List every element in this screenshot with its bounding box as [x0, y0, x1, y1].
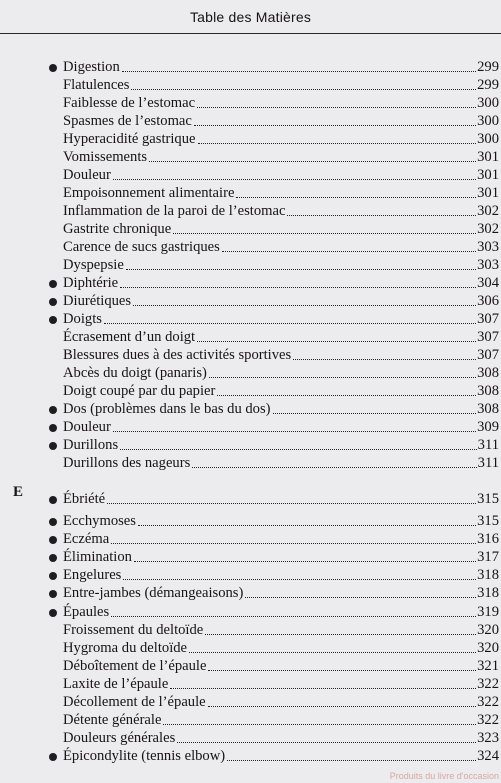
- bullet-icon: [49, 536, 57, 544]
- toc-entry-page: 302: [477, 221, 499, 237]
- toc-entry-page: 307: [477, 311, 499, 327]
- bullet-icon: [49, 572, 57, 580]
- toc-entry: [63, 382, 499, 400]
- dot-leader: [273, 413, 477, 414]
- toc-entry-label: Déboîtement de l’épaule: [63, 658, 207, 674]
- toc-entry: [63, 584, 499, 602]
- toc-entry: [63, 94, 499, 112]
- dot-leader: [209, 377, 476, 378]
- toc-entry-page: 322: [477, 694, 499, 710]
- toc-entry-label: Épicondylite (tennis elbow): [63, 748, 226, 764]
- dot-leader: [208, 670, 476, 671]
- toc-entry: [63, 512, 499, 530]
- toc-entry-page: 311: [477, 437, 499, 453]
- toc-entry-page: 300: [477, 131, 499, 147]
- toc-entry-page: 318: [477, 567, 499, 583]
- dot-leader: [198, 143, 477, 144]
- dot-leader: [163, 724, 476, 725]
- toc-entry: [63, 184, 499, 202]
- toc-entry: [63, 310, 499, 328]
- dot-leader: [111, 616, 476, 617]
- toc-entry: [63, 76, 499, 94]
- toc-entry: [63, 747, 499, 765]
- toc-entry-page: 320: [477, 622, 499, 638]
- toc-entry: [63, 639, 499, 657]
- dot-leader: [149, 161, 476, 162]
- dot-leader: [131, 89, 476, 90]
- toc-entry-page: 324: [477, 748, 499, 764]
- toc-entry-label: Dyspepsie: [63, 257, 124, 273]
- dot-leader: [217, 395, 476, 396]
- toc-entry: [63, 566, 499, 584]
- toc-entry: [63, 729, 499, 747]
- toc-entry-label: Gastrite chronique: [63, 221, 172, 237]
- toc-entry-label: Spasmes de l’estomac: [63, 113, 192, 129]
- toc-entry-page: 300: [477, 113, 499, 129]
- dot-leader: [113, 431, 476, 432]
- dot-leader: [293, 359, 476, 360]
- toc-entry: [63, 256, 499, 274]
- bullet-icon: [49, 590, 57, 598]
- toc-entry-page: 303: [477, 239, 499, 255]
- toc-entry: [63, 238, 499, 256]
- toc-entry-label: Douleur: [63, 419, 111, 435]
- toc-entry-page: 317: [477, 549, 499, 565]
- toc-entry-page: 320: [477, 640, 499, 656]
- toc-entry-label: Faiblesse de l’estomac: [63, 95, 196, 111]
- dot-leader: [177, 742, 476, 743]
- bullet-icon: [49, 753, 57, 761]
- toc-entry-label: Vomissements: [63, 149, 148, 165]
- toc-entry: [63, 621, 499, 639]
- toc-entry-page: 302: [477, 203, 499, 219]
- toc-entry-label: Hygroma du deltoïde: [63, 640, 188, 656]
- toc-entry-label: Eczéma: [63, 531, 110, 547]
- toc-entry: [63, 548, 499, 566]
- bullet-icon: [49, 406, 57, 414]
- toc-entry-page: 323: [477, 730, 499, 746]
- dot-leader: [122, 71, 476, 72]
- toc-entry: [63, 490, 499, 508]
- dot-leader: [113, 179, 476, 180]
- dot-leader: [120, 449, 477, 450]
- header-divider: [0, 33, 501, 34]
- toc-entry-page: 315: [477, 491, 499, 507]
- bullet-icon: [49, 298, 57, 306]
- dot-leader: [192, 467, 476, 468]
- toc-entry-label: Épaules: [63, 604, 110, 620]
- dot-leader: [133, 305, 476, 306]
- toc-entry-page: 322: [477, 712, 499, 728]
- bullet-icon: [49, 64, 57, 72]
- toc-entry-label: Décollement de l’épaule: [63, 694, 206, 710]
- dot-leader: [138, 525, 476, 526]
- dot-leader: [170, 688, 476, 689]
- toc-entry-label: Digestion: [63, 59, 120, 75]
- toc-entry-label: Inflammation de la paroi de l’estomac: [63, 203, 286, 219]
- toc-entry-label: Ecchymoses: [63, 513, 136, 529]
- toc-entry-page: 301: [477, 149, 499, 165]
- toc-entry-label: Froissement du deltoïde: [63, 622, 204, 638]
- toc-entry-page: 315: [477, 513, 499, 529]
- toc-entry: [63, 292, 499, 310]
- toc-entry-label: Ébriété: [63, 491, 106, 507]
- toc-entry-label: Carence de sucs gastriques: [63, 239, 220, 255]
- toc-entry: [63, 657, 499, 675]
- toc-entry-page: 307: [477, 347, 499, 363]
- toc-entry-label: Diphtérie: [63, 275, 119, 291]
- toc-entry: [63, 675, 499, 693]
- dot-leader: [173, 233, 476, 234]
- dot-leader: [222, 251, 476, 252]
- toc-entry-label: Blessures dues à des activités sportives: [63, 347, 292, 363]
- toc-entry-page: 316: [477, 531, 499, 547]
- toc-entry-label: Détente générale: [63, 712, 162, 728]
- dot-leader: [227, 760, 476, 761]
- toc-entry-page: 301: [477, 185, 499, 201]
- toc-entry: [63, 436, 499, 454]
- bullet-icon: [49, 442, 57, 450]
- toc-entry-page: 311: [477, 455, 499, 471]
- toc-entry-page: 306: [477, 293, 499, 309]
- toc-entry-label: Abcès du doigt (panaris): [63, 365, 207, 381]
- toc-entry: [63, 328, 499, 346]
- dot-leader: [245, 597, 476, 598]
- toc-entry-page: 301: [477, 167, 499, 183]
- toc-entry: [63, 166, 499, 184]
- toc-entry-page: 321: [477, 658, 499, 674]
- section-letter-e: E: [13, 484, 24, 500]
- toc-entry-page: 308: [477, 383, 499, 399]
- toc-entry-label: Douleur: [63, 167, 111, 183]
- toc-entry-label: Écrasement d’un doigt: [63, 329, 196, 345]
- bullet-icon: [49, 280, 57, 288]
- toc-entry-page: 303: [477, 257, 499, 273]
- toc-entry: [63, 148, 499, 166]
- toc-entry-page: 299: [477, 77, 499, 93]
- toc-entry-page: 308: [477, 365, 499, 381]
- dot-leader: [134, 561, 476, 562]
- toc-entry: [63, 418, 499, 436]
- bullet-icon: [49, 518, 57, 526]
- toc-entry-label: Doigt coupé par du papier: [63, 383, 216, 399]
- toc-entry: [63, 603, 499, 621]
- bullet-icon: [49, 424, 57, 432]
- dot-leader: [107, 503, 476, 504]
- toc-entry-label: Doigts: [63, 311, 102, 327]
- toc-entry: [63, 274, 499, 292]
- dot-leader: [287, 215, 476, 216]
- watermark-text: Produits du livre d'occasion: [389, 771, 499, 781]
- toc-entry-label: Élimination: [63, 549, 132, 565]
- toc-entry-page: 304: [477, 275, 499, 291]
- toc-entry-label: Diurétiques: [63, 293, 132, 309]
- page-header-title: Table des Matières: [189, 9, 312, 25]
- toc-entry-label: Laxite de l’épaule: [63, 676, 169, 692]
- toc-entry: [63, 364, 499, 382]
- toc-entry-page: 308: [477, 401, 499, 417]
- toc-entry: [63, 58, 499, 76]
- toc-entry-page: 307: [477, 329, 499, 345]
- toc-entry-label: Durillons: [63, 437, 119, 453]
- dot-leader: [189, 652, 476, 653]
- toc-entry-label: Dos (problèmes dans le bas du dos): [63, 401, 271, 417]
- toc-entry-page: 318: [477, 585, 499, 601]
- bullet-icon: [49, 316, 57, 324]
- toc-entry-label: Douleurs générales: [63, 730, 176, 746]
- dot-leader: [126, 269, 476, 270]
- dot-leader: [123, 579, 476, 580]
- toc-entry: [63, 711, 499, 729]
- toc-entry-page: 300: [477, 95, 499, 111]
- dot-leader: [197, 107, 476, 108]
- dot-leader: [208, 706, 476, 707]
- toc-entry: [63, 220, 499, 238]
- toc-entry-label: Durillons des nageurs: [63, 455, 191, 471]
- toc-entry-label: Engelures: [63, 567, 122, 583]
- toc-entry-page: 309: [477, 419, 499, 435]
- toc-entry-label: Flatulences: [63, 77, 130, 93]
- toc-entry: [63, 112, 499, 130]
- toc-entry: [63, 530, 499, 548]
- toc-entry-label: Entre-jambes (démangeaisons): [63, 585, 244, 601]
- dot-leader: [111, 543, 476, 544]
- bullet-icon: [49, 609, 57, 617]
- bullet-icon: [49, 496, 57, 504]
- dot-leader: [120, 287, 476, 288]
- toc-entry: [63, 130, 499, 148]
- toc-entry: [63, 346, 499, 364]
- toc-entry: [63, 454, 499, 472]
- toc-entry: [63, 400, 499, 418]
- toc-entry-page: 299: [477, 59, 499, 75]
- toc-entry: [63, 202, 499, 220]
- dot-leader: [205, 634, 476, 635]
- dot-leader: [236, 197, 476, 198]
- toc-entry: [63, 693, 499, 711]
- bullet-icon: [49, 554, 57, 562]
- toc-entry-page: 322: [477, 676, 499, 692]
- dot-leader: [104, 323, 476, 324]
- toc-entry-page: 319: [477, 604, 499, 620]
- toc-entry-label: Empoisonnement alimentaire: [63, 185, 235, 201]
- toc-entry-label: Hyperacidité gastrique: [63, 131, 196, 147]
- dot-leader: [194, 125, 476, 126]
- dot-leader: [197, 341, 476, 342]
